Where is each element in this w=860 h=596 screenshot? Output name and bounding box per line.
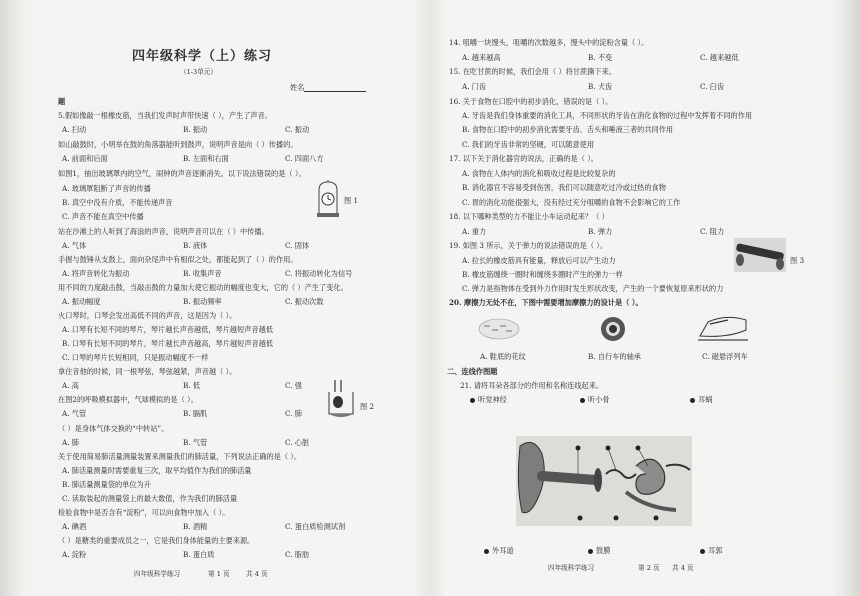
option-a: A. 振动幅度 bbox=[62, 297, 101, 306]
option-a: A. 肺活量测量时需要重复三次，取平均值作为我们的肺活量 bbox=[62, 466, 252, 475]
option-c: C. 越来越低 bbox=[700, 53, 739, 62]
option-c: C. 口琴的琴片长短相同，只是振动幅度不一样 bbox=[62, 353, 209, 362]
connect-dot-icon[interactable] bbox=[588, 549, 593, 554]
option-a: A. 将声音转化为振动 bbox=[62, 269, 130, 278]
option-a: A. 拉长的橡皮筋具有能量，释放后可以产生动力 bbox=[462, 256, 616, 265]
option-a: A. 碘酒 bbox=[62, 522, 87, 531]
match-label: 耳郭 bbox=[708, 546, 723, 555]
option-b: B. 振动频率 bbox=[183, 297, 222, 306]
connect-dot-icon[interactable] bbox=[470, 398, 475, 403]
option-b: B. 真空中没有介质，不能传递声音 bbox=[62, 198, 173, 207]
match-item[interactable] bbox=[484, 546, 514, 556]
option-b: B. 口琴有长短不同的琴片，琴片越长声音越高，琴片越短声音越低 bbox=[62, 339, 274, 348]
shoe-sole-figure bbox=[476, 316, 522, 346]
option-c: C. 我们的牙齿非常的坚硬，可以随意使用 bbox=[462, 140, 595, 149]
match-label: 耳蜗 bbox=[698, 395, 713, 404]
option-a: A. 高 bbox=[62, 381, 79, 390]
option-c: C. 将振动转化为信号 bbox=[285, 269, 353, 278]
figure-caption: 图 3 bbox=[790, 256, 805, 265]
question-text: 手握与鼓锤从支鼓上，面向杂尾声中有相似之处，都能起到了（ ）的作用。 bbox=[58, 255, 298, 264]
question-text: 21. 请将耳朵各部分的作用和名称连线起来。 bbox=[460, 381, 604, 390]
option-c: C. 强 bbox=[285, 381, 302, 390]
question-text: 检验食物中是否含有“淀粉”，可以向食物中加入（ ）。 bbox=[58, 508, 230, 517]
option-a: A. 门齿 bbox=[462, 82, 487, 91]
question-text: 14. 咀嚼一块馒头，咀嚼的次数越多，馒头中的淀粉含量（ ）。 bbox=[449, 38, 649, 47]
question-text: 拿住音他的时候，同一根琴弦，琴弦越紧，声音越（ ）。 bbox=[58, 367, 237, 376]
match-item[interactable] bbox=[580, 395, 610, 405]
option-c: C. 振动 bbox=[285, 125, 310, 134]
question-text: 18. 以下哪种类型的力不能让小车运动起来？（ ） bbox=[449, 212, 609, 221]
question-text: 用不同的力度敲击鼓，当敲击鼓的力量加大使它振动的幅度也变大，它的（ ）产生了变化。 bbox=[58, 283, 348, 292]
option-b: B. 液体 bbox=[183, 241, 208, 250]
footer-page: 第 2 页 bbox=[638, 564, 660, 572]
option-a: A. 肺 bbox=[62, 438, 79, 447]
breathing-model-figure bbox=[326, 380, 356, 424]
option-c: C. 声音不能在真空中传播 bbox=[62, 212, 144, 221]
question-text: 19. 如图 3 所示，关于弹力的说法错误的是（ ）。 bbox=[449, 241, 608, 250]
option-b: B. 收集声音 bbox=[183, 269, 222, 278]
option-b: B. 气管 bbox=[183, 438, 208, 447]
match-item[interactable] bbox=[690, 395, 712, 405]
unit-subtitle: （1-3单元） bbox=[180, 68, 217, 76]
option-a: A. 气体 bbox=[62, 241, 87, 250]
option-b: B. 振动 bbox=[183, 125, 208, 134]
option-b: B. 食物在口腔中的初步消化需要牙齿、舌头和唾液三者的共同作用 bbox=[462, 125, 674, 134]
connect-dot-icon[interactable] bbox=[580, 398, 585, 403]
question-text: 5.假如像敲一根橡皮筋，当我们发声时声带快速（ ），产生了声音。 bbox=[58, 111, 272, 120]
option-b: B. 膈肌 bbox=[183, 409, 208, 418]
option-a: A. 鞋底的花纹 bbox=[480, 352, 526, 361]
footer-total: 共 4 页 bbox=[672, 564, 694, 572]
question-text: （ ）是身体气体交换的“中转站”。 bbox=[58, 424, 169, 433]
ear-anatomy-figure bbox=[516, 436, 692, 530]
option-b: B. 低 bbox=[183, 381, 201, 390]
question-text: 如山敲鼓时，小明举在鼓的角落器能听到鼓声，说明声音是向（ ）传播的。 bbox=[58, 140, 298, 149]
section-heading: 题 bbox=[58, 97, 66, 106]
option-c: C. 磁悬浮列车 bbox=[702, 352, 748, 361]
option-c: C. 臼齿 bbox=[700, 82, 725, 91]
option-a: A. 口琴有长短不同的琴片，琴片越长声音越低，琴片越短声音越低 bbox=[62, 325, 274, 334]
connect-dot-icon[interactable] bbox=[700, 549, 705, 554]
option-c: C. 胃的消化功能很强大，没有经过充分咀嚼的食物不会影响它的工作 bbox=[462, 198, 681, 207]
footer-page: 第 1 页 bbox=[208, 570, 230, 578]
question-text: 17. 以下关于消化器官的说法，正确的是（ ）。 bbox=[449, 154, 598, 163]
rubber-band-figure bbox=[734, 238, 786, 276]
option-b: B. 橡皮筋缠绕一圈时和缠绕多圈时产生的弹力一样 bbox=[462, 270, 623, 279]
match-item[interactable] bbox=[470, 395, 507, 405]
question-text: 关于使用简易肺活量测量装置来测量我们的肺活量，下列说法正确的是（ ）。 bbox=[58, 452, 302, 461]
option-a: A. 前面和后面 bbox=[62, 154, 108, 163]
section-heading: 二、连线作图题 bbox=[447, 367, 498, 376]
option-c: C. 肺 bbox=[285, 409, 302, 418]
option-a: A. 淀粉 bbox=[62, 550, 87, 559]
option-b: B. 酒精 bbox=[183, 522, 208, 531]
option-c: C. 心脏 bbox=[285, 438, 310, 447]
match-item[interactable] bbox=[700, 546, 722, 556]
option-b: B. 蛋白质 bbox=[183, 550, 215, 559]
match-label: 听小骨 bbox=[588, 395, 610, 404]
option-b: B. 肺活量测量袋的单位为升 bbox=[62, 480, 151, 489]
name-label: 姓名 bbox=[290, 83, 305, 92]
option-c: C. 阻力 bbox=[700, 227, 725, 236]
option-c: C. 固体 bbox=[285, 241, 310, 250]
option-b: B. 消化器官不容易受到伤害，我们可以随意吃过冷或过热的食物 bbox=[462, 183, 666, 192]
match-label: 鼓膜 bbox=[596, 546, 611, 555]
question-text: 如图1，抽出玻璃罩内的空气，闹钟的声音逐渐消失。以下说法错误的是（ ）。 bbox=[58, 169, 306, 178]
option-a: A. 食物在人体内的消化和吸收过程是比较复杂的 bbox=[462, 169, 616, 178]
option-a: A. 扫动 bbox=[62, 125, 87, 134]
option-c: C. 振动次数 bbox=[285, 297, 324, 306]
match-item[interactable] bbox=[588, 546, 610, 556]
option-a: A. 玻璃罩阻断了声音的传播 bbox=[62, 184, 151, 193]
option-b: B. 不变 bbox=[588, 53, 613, 62]
option-c: C. 蛋白质检测试剂 bbox=[285, 522, 346, 531]
footer-total: 共 4 页 bbox=[246, 570, 268, 578]
option-b: B. 左面和右面 bbox=[183, 154, 229, 163]
question-text: （ ）是糖类的重要成员之一，它是我们身体能量的主要来源。 bbox=[58, 536, 255, 545]
bell-jar-figure bbox=[316, 180, 340, 222]
option-b: B. 自行车的轴承 bbox=[588, 352, 641, 361]
option-b: B. 犬齿 bbox=[588, 82, 613, 91]
bike-bearing-figure bbox=[598, 314, 628, 348]
maglev-train-figure bbox=[698, 312, 748, 346]
option-a: A. 重力 bbox=[462, 227, 487, 236]
option-a: A. 牙齿是我们身体重要的消化工具，不同形状的牙齿在消化食物的过程中发挥着不同的作用 bbox=[462, 111, 753, 120]
question-text: 站在沙滩上的人听到了海浪的声音，说明声音可以在（ ）中传播。 bbox=[58, 227, 269, 236]
match-label: 听觉神经 bbox=[478, 395, 507, 404]
option-a: A. 越来越高 bbox=[462, 53, 501, 62]
name-field[interactable] bbox=[290, 83, 366, 92]
question-text: 在图2的呼吸模拟器中，气球模拟的是（ ）。 bbox=[58, 395, 198, 404]
option-c: C. 弹力是指物体在受到外力作用时发生形状改变，产生的一个要恢复原来形状的力 bbox=[462, 284, 724, 293]
page-title: 四年级科学（上）练习 bbox=[132, 49, 273, 64]
option-c: C. 读取装起的测量袋上的最大数值，作为我们的肺活量 bbox=[62, 494, 238, 503]
question-text: 15. 在吃甘蔗的时候，我们会用（ ）将甘蔗撕下来。 bbox=[449, 67, 616, 76]
connect-dot-icon[interactable] bbox=[690, 398, 695, 403]
figure-caption: 图 1 bbox=[344, 196, 359, 205]
question-text: 16. 关于食物在口腔中的初步消化，错误的是（ ）。 bbox=[449, 97, 613, 106]
question-text: 20. 摩擦力无处不在，下图中需要增加摩擦力的设计是（ ）。 bbox=[449, 298, 643, 307]
figure-caption: 图 2 bbox=[360, 402, 375, 411]
option-b: B. 弹力 bbox=[588, 227, 613, 236]
match-label: 外耳道 bbox=[492, 546, 514, 555]
option-c: C. 四面八方 bbox=[285, 154, 324, 163]
option-a: A. 气管 bbox=[62, 409, 87, 418]
option-c: C. 脂肪 bbox=[285, 550, 310, 559]
footer-title: 四年级科学练习 bbox=[134, 570, 181, 578]
question-text: 火口琴时，口琴会发出高低不同的声音，这是因为（ ）。 bbox=[58, 311, 237, 320]
footer-title: 四年级科学练习 bbox=[548, 564, 595, 572]
connect-dot-icon[interactable] bbox=[484, 549, 489, 554]
